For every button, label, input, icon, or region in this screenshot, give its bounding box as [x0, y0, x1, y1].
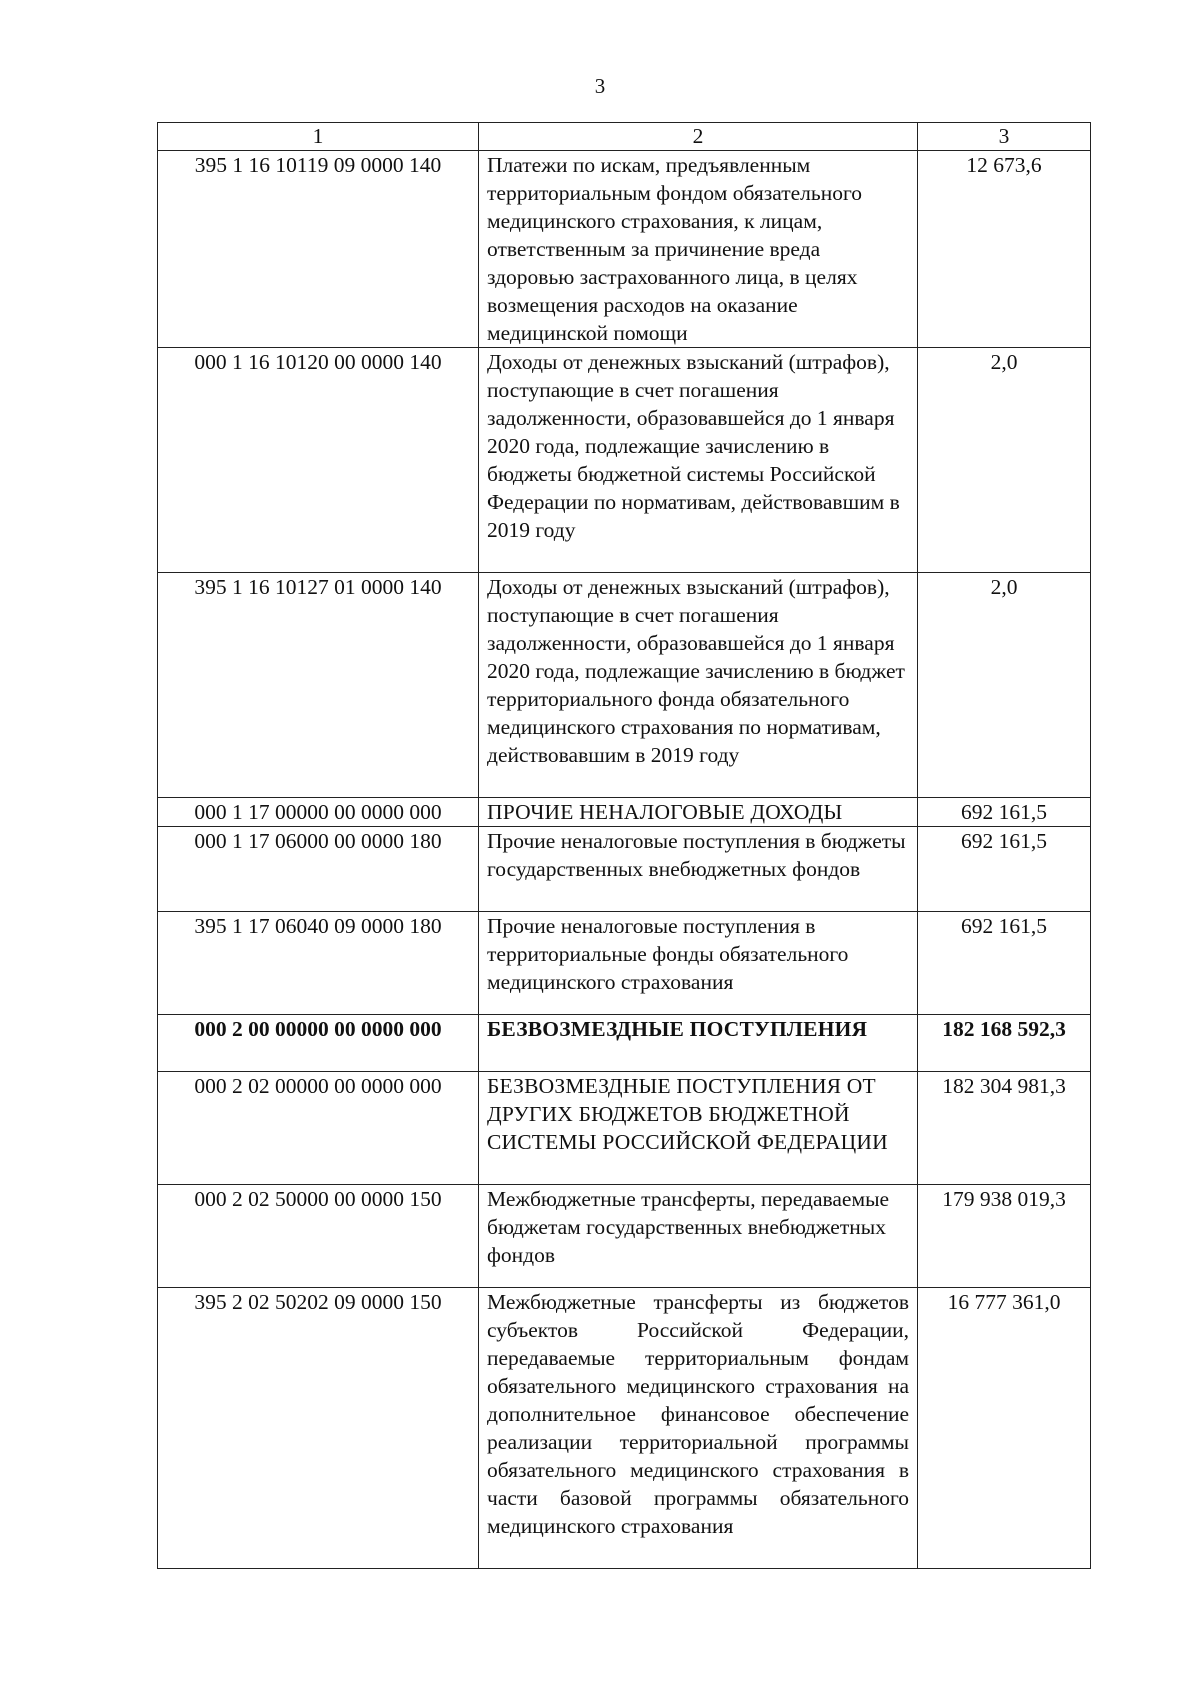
- row-code: 000 2 02 50000 00 0000 150: [158, 1185, 479, 1288]
- row-name: Доходы от денежных взысканий (штрафов), поступающие в счет погашения задолженности, образовавшейся до 1 января 2020 года, подлежащие зачислению в бюджеты бюджетной системы Российской Федерации по нормативам, действовавшим в 2019 году: [479, 348, 918, 573]
- row-code: 000 1 16 10120 00 0000 140: [158, 348, 479, 573]
- row-amount: 182 168 592,3: [918, 1015, 1091, 1072]
- row-amount: 2,0: [918, 573, 1091, 798]
- row-code: 000 2 00 00000 00 0000 000: [158, 1015, 479, 1072]
- row-code: 000 1 17 00000 00 0000 000: [158, 798, 479, 827]
- table-row: [158, 348, 1091, 573]
- header-col-2: 2: [479, 123, 918, 151]
- row-name: Платежи по искам, предъявленным территориальным фондом обязательного медицинского страхования, к лицам, ответственным за причинение вреда здоровью застрахованного лица, в целях возмещения расходов на оказание медицинской помощи: [479, 151, 918, 348]
- row-amount: 692 161,5: [918, 912, 1091, 1015]
- table-row: [158, 912, 1091, 1015]
- header-col-3: 3: [918, 123, 1091, 151]
- table-row: [158, 151, 1091, 348]
- row-name: Прочие неналоговые поступления в бюджеты государственных внебюджетных фондов: [479, 827, 918, 912]
- budget-table: [157, 122, 1091, 1569]
- row-name: Межбюджетные трансферты, передаваемые бюджетам государственных внебюджетных фондов: [479, 1185, 918, 1288]
- table-row: [158, 1015, 1091, 1072]
- row-amount: 12 673,6: [918, 151, 1091, 348]
- row-name: Межбюджетные трансферты из бюджетов субъектов Российской Федерации, передаваемые территориальным фондам обязательного медицинского страхования на дополнительное финансовое обеспечение реализации территориальной программы обязательного медицинского страхования в части базовой программы обязательного медицинского страхования: [479, 1288, 918, 1569]
- row-name: ПРОЧИЕ НЕНАЛОГОВЫЕ ДОХОДЫ: [479, 798, 918, 827]
- row-name: Прочие неналоговые поступления в территориальные фонды обязательного медицинского страхования: [479, 912, 918, 1015]
- table-row: [158, 573, 1091, 798]
- row-amount: 692 161,5: [918, 827, 1091, 912]
- row-name: БЕЗВОЗМЕЗДНЫЕ ПОСТУПЛЕНИЯ: [479, 1015, 918, 1072]
- row-code: 395 1 16 10127 01 0000 140: [158, 573, 479, 798]
- row-code: 395 1 16 10119 09 0000 140: [158, 151, 479, 348]
- row-code: 395 2 02 50202 09 0000 150: [158, 1288, 479, 1569]
- row-name: Доходы от денежных взысканий (штрафов), поступающие в счет погашения задолженности, образовавшейся до 1 января 2020 года, подлежащие зачислению в бюджет территориального фонда обязательного медицинского страхования по нормативам, действовавшим в 2019 году: [479, 573, 918, 798]
- row-code: 000 2 02 00000 00 0000 000: [158, 1072, 479, 1185]
- table-row: [158, 1288, 1091, 1569]
- row-amount: 2,0: [918, 348, 1091, 573]
- table-row: [158, 1072, 1091, 1185]
- row-name: БЕЗВОЗМЕЗДНЫЕ ПОСТУПЛЕНИЯ ОТ ДРУГИХ БЮДЖЕТОВ БЮДЖЕТНОЙ СИСТЕМЫ РОССИЙСКОЙ ФЕДЕРАЦИИ: [479, 1072, 918, 1185]
- row-code: 395 1 17 06040 09 0000 180: [158, 912, 479, 1015]
- row-amount: 179 938 019,3: [918, 1185, 1091, 1288]
- row-amount: 182 304 981,3: [918, 1072, 1091, 1185]
- row-amount: 692 161,5: [918, 798, 1091, 827]
- page-number: 3: [594, 74, 606, 98]
- table-row: [158, 798, 1091, 827]
- header-col-1: 1: [158, 123, 479, 151]
- table-header-row: [158, 123, 1091, 151]
- table-row: [158, 827, 1091, 912]
- row-amount: 16 777 361,0: [918, 1288, 1091, 1569]
- table-row: [158, 1185, 1091, 1288]
- row-code: 000 1 17 06000 00 0000 180: [158, 827, 479, 912]
